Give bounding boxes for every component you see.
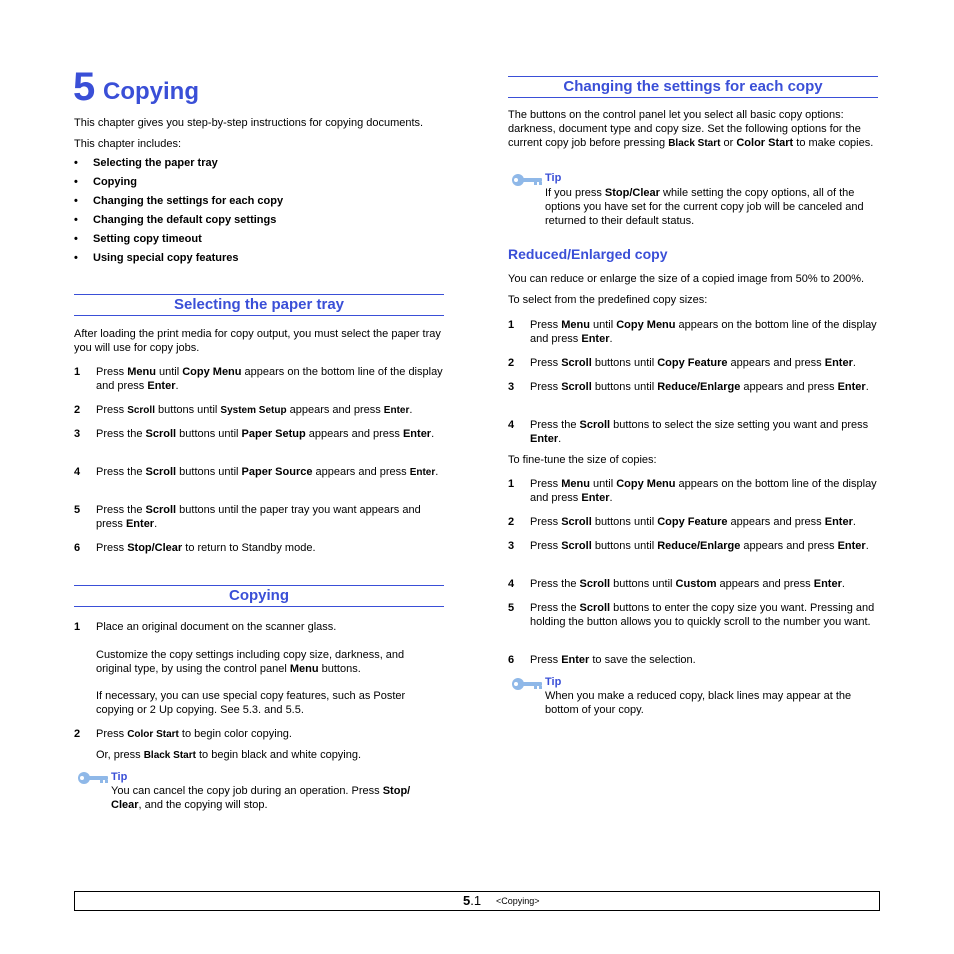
step-number: 5 [508,602,515,614]
tip-label: Tip [111,771,128,783]
step-text: Press the Scroll buttons until Paper Setup appears and press Enter. [96,428,435,440]
step-number: 2 [508,357,515,369]
key-tip-icon [510,676,544,692]
step-text: Press Scroll buttons until Reduce/Enlarge appears and press Enter. [530,381,869,393]
step-number: 4 [508,578,515,590]
step-number: 5 [74,504,81,516]
step-text: Press Scroll buttons until Copy Feature appears and press Enter. [530,516,856,528]
step-text: Press the Scroll buttons to enter the copy size you want. Pressing and holding the button allows you to quickly scroll to the number you want. [530,602,875,628]
step-number: 2 [74,728,81,740]
tip-text: If you press Stop/Clear while setting the copy options, all of the options you have set for the current copy job will be canceled and returned to their default status. [545,187,864,227]
step-detail: If necessary, you can use special copy features, such as Poster copying or 2 Up copying. See 5.3. and 5.5. [96,690,406,716]
step-detail: Customize the copy settings including copy size, darkness, and original type, by using the control panel Menu buttons. [96,649,405,675]
step-number: 2 [508,516,515,528]
step-number: 1 [508,478,515,490]
bullet-item: • Selecting the paper tray [74,157,218,169]
step-number: 6 [508,654,515,666]
settings-intro: The buttons on the control panel let you select all basic copy options: darkness, document type and copy size. Set the following options for the current copy job before pressing Black Start or Color Start to make copies. [508,109,874,149]
tip-label: Tip [545,676,562,688]
step-text: Press the Scroll buttons until Paper Source appears and press Enter. [96,466,439,478]
page-footer [74,891,880,911]
step-text: Press the Scroll buttons to select the size setting you want and press Enter. [530,419,869,445]
bullet-item: • Setting copy timeout [74,233,202,245]
step-number: 3 [74,428,81,440]
step-text: Press the Scroll buttons until Custom appears and press Enter. [530,578,845,590]
step-number: 1 [74,621,81,633]
step-number: 3 [508,381,515,393]
intro-includes: This chapter includes: [74,138,181,150]
step-text: Place an original document on the scanner glass. [96,621,337,633]
section-heading-copying: Copying [74,585,444,607]
step-text: Press Menu until Copy Menu appears on the bottom line of the display and press Enter. [96,366,443,392]
tip-text: You can cancel the copy job during an operation. Press Stop/ Clear, and the copying will stop. [111,785,411,811]
step-text: Press Scroll buttons until System Setup appears and press Enter. [96,404,413,416]
reduced-predefined: To select from the predefined copy sizes: [508,294,708,306]
step-text: Press Menu until Copy Menu appears on the bottom line of the display and press Enter. [530,319,877,345]
step-text: Press Stop/Clear to return to Standby mode. [96,542,316,554]
tip-label: Tip [545,172,562,184]
step-text: Press the Scroll buttons until the paper tray you want appears and press Enter. [96,504,421,530]
reduced-finetune: To fine-tune the size of copies: [508,454,657,466]
bullet-item: • Using special copy features [74,252,239,264]
step-number: 3 [508,540,515,552]
step-number: 4 [508,419,515,431]
step-detail: Or, press Black Start to begin black and white copying. [96,749,362,761]
step-number: 2 [74,404,81,416]
paper-tray-intro: After loading the print media for copy output, you must select the paper tray you will use for copy jobs. [74,328,441,354]
step-text: Press Scroll buttons until Copy Feature appears and press Enter. [530,357,856,369]
section-heading-settings: Changing the settings for each copy [508,76,878,98]
chapter-title: Copying [103,78,199,105]
page-number: 5.1 [463,893,482,908]
reduced-intro: You can reduce or enlarge the size of a copied image from 50% to 200%. [508,273,865,285]
step-text: Press Enter to save the selection. [530,654,696,666]
step-number: 4 [74,466,81,478]
step-text: Press Menu until Copy Menu appears on the bottom line of the display and press Enter. [530,478,877,504]
subheading-reduced-enlarged: Reduced/Enlarged copy [508,246,668,262]
step-number: 6 [74,542,81,554]
bullet-item: • Changing the settings for each copy [74,195,284,207]
bullet-item: • Copying [74,176,137,188]
intro-paragraph: This chapter gives you step-by-step instructions for copying documents. [74,117,424,129]
key-tip-icon [510,172,544,188]
step-text: Press Color Start to begin color copying. [96,728,292,740]
chapter-number: 5 [73,65,96,109]
step-number: 1 [508,319,515,331]
tip-text: When you make a reduced copy, black lines may appear at the bottom of your copy. [545,690,852,716]
bullet-item: • Changing the default copy settings [74,214,277,226]
step-text: Press Scroll buttons until Reduce/Enlarge appears and press Enter. [530,540,869,552]
section-heading-paper-tray: Selecting the paper tray [74,294,444,316]
step-number: 1 [74,366,81,378]
footer-chapter-label: <Copying> [496,896,540,906]
key-tip-icon [76,770,110,786]
